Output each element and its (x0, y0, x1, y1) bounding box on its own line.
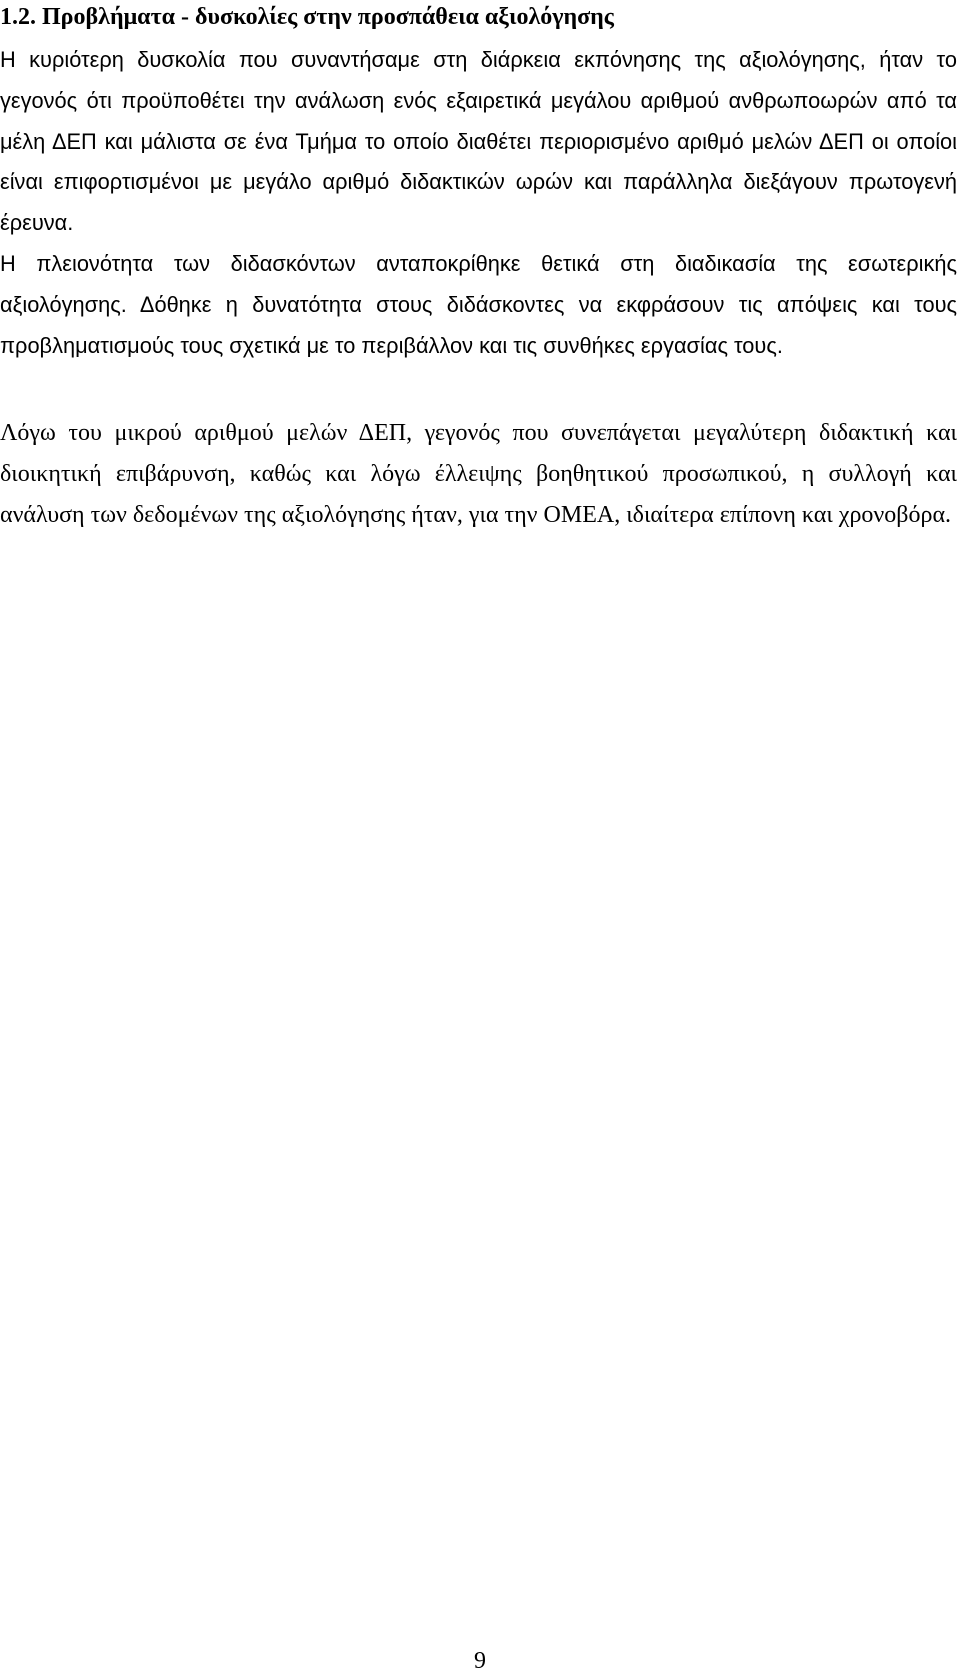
paragraph-staff-shortage: Λόγω του μικρού αριθμού μελών ΔΕΠ, γεγονός που συνεπάγεται μεγαλύτερη διδακτική και διοικητική επιβάρυνση, καθώς και λόγω έλλειψης βοηθητικού προσωπικού, η συλλογή και ανάλυση των δεδομένων της αξιολόγησης ήταν, για την ΟΜΕΑ, ιδιαίτερα επίπονη και χρονοβόρα. (0, 420, 957, 528)
section-heading: 1.2. Προβλήματα - δυσκολίες στην προσπάθεια αξιολόγησης (0, 4, 614, 30)
paragraph-instructor-response: Η πλειονότητα των διδασκόντων ανταποκρίθηκε θετικά στη διαδικασία της εσωτερικής αξιολόγησης. Δόθηκε η δυνατότητα στους διδάσκοντες να εκφράσουν τις απόψεις και τους προβληματισμούς τους σχετικά με το περιβάλλον και τις συνθήκες εργασίας τους. (0, 250, 957, 358)
body-text (0, 40, 957, 366)
paragraph-difficulty-effort: Η κυριότερη δυσκολία που συναντήσαμε στη διάρκεια εκπόνησης της αξιολόγησης, ήταν το γεγονός ότι προϋποθέτει την ανάλωση ενός εξαιρετικά μεγάλου αριθμού ανθρωποωρών από τα μέλη ΔΕΠ και μάλιστα σε ένα Τμήμα το οποίο διαθέτει περιορισμένο αριθμό μελών ΔΕΠ οι οποίοι είναι επιφορτισμένοι με μεγάλο αριθμό διδακτικών ωρών και παράλληλα διεξάγουν πρωτογενή έρευνα. (0, 47, 957, 236)
page-number: 9 (474, 1648, 486, 1674)
